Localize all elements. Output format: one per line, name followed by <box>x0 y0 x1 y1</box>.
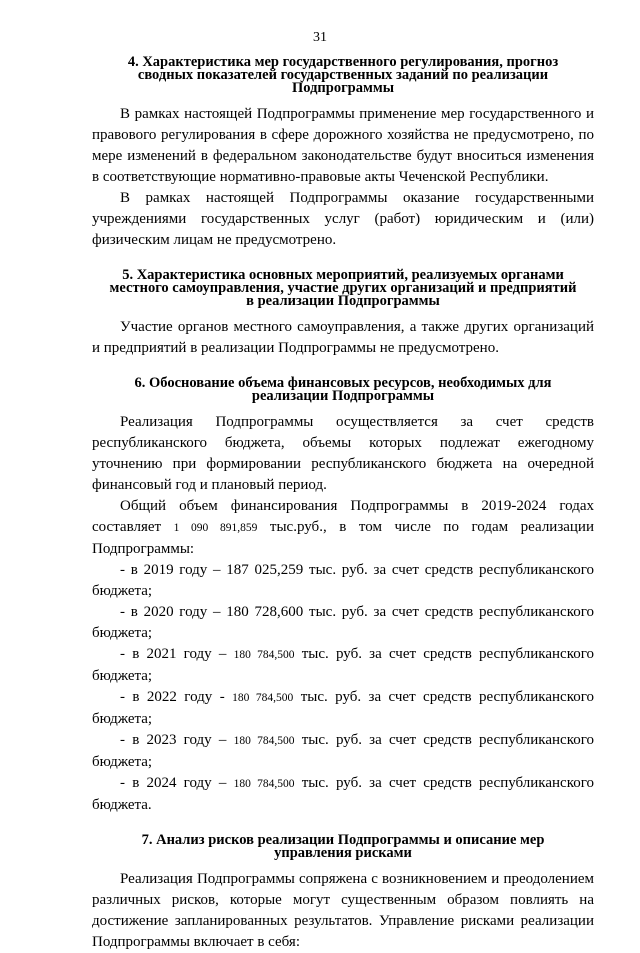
year-suffix: тыс. руб. за счет средств республиканского бюджета; <box>92 562 595 599</box>
heading-line: 5. Характеристика основных мероприятий, реализуемых органами <box>122 267 564 283</box>
heading-line: 4. Характеристика мер государственного регулирования, прогноз <box>127 54 559 70</box>
heading-line: управления рисками <box>274 845 412 861</box>
total-text-before: Общий объем финансирования Подпрограммы в 2019-2024 годах составляет <box>92 498 594 535</box>
year-label: в 2024 году – <box>125 775 234 791</box>
dash-marker: - <box>120 562 125 578</box>
document-body <box>92 56 594 953</box>
heading-line: сводных показателей государственных заданий по реализации <box>137 67 549 83</box>
page-number: 31 <box>313 30 327 45</box>
heading-line: Подпрограммы <box>291 80 395 96</box>
year-amount: 180 728,600 <box>226 604 304 620</box>
heading-line: в реализации Подпрограммы <box>246 293 440 309</box>
list-item <box>92 602 594 644</box>
year-label: в 2019 году – <box>125 562 227 578</box>
year-suffix: тыс. руб. за счет средств республиканского бюджета; <box>92 604 595 641</box>
heading-line: 7. Анализ рисков реализации Подпрограммы и описание мер <box>141 832 545 848</box>
dash-marker: - <box>120 775 125 791</box>
section-7-heading <box>92 834 594 860</box>
dash-marker: - <box>120 604 125 620</box>
year-label: в 2022 году - <box>125 689 233 705</box>
year-amount: 187 025,259 <box>226 562 304 578</box>
dash-marker: - <box>120 646 125 662</box>
year-suffix: тыс. руб. за счет средств республиканского бюджета; <box>92 646 595 684</box>
section-5-heading <box>92 269 594 308</box>
paragraph: Реализация Подпрограммы осуществляется за счет средств республиканского бюджета, объемы которых подлежат ежегодному уточнению при формировании республиканского бюджета на очередной финансовый год и плановый период. <box>92 414 594 493</box>
list-item <box>92 773 594 816</box>
year-label: в 2020 году – <box>125 604 227 620</box>
list-item <box>92 560 594 602</box>
heading-line: реализации Подпрограммы <box>251 388 435 404</box>
section-4-heading <box>92 56 594 95</box>
year-suffix: тыс. руб. за счет средств республиканского бюджета. <box>92 775 595 813</box>
year-amount: 180 784,500 <box>233 778 295 790</box>
paragraph: В рамках настоящей Подпрограммы применение мер государственного и правового регулирования в сфере дорожного хозяйства не предусмотрено, по мере изменений в федеральном законодательстве будут вноситься изменения в соответствующие нормативно-правовые акты Чеченской Республики. <box>92 106 594 185</box>
dash-marker: - <box>120 689 125 705</box>
dash-marker: - <box>120 732 125 748</box>
section-6-heading <box>92 377 594 403</box>
yearly-financing-list <box>92 560 594 816</box>
total-text-after: тыс.руб., в том числе по годам реализации Подпрограммы: <box>92 519 594 557</box>
year-label: в 2023 году – <box>125 732 234 748</box>
year-amount: 180 784,500 <box>233 649 295 661</box>
year-amount: 180 784,500 <box>233 735 295 747</box>
year-suffix: тыс. руб. за счет средств республиканского бюджета; <box>92 732 595 770</box>
paragraph: Участие органов местного самоуправления, а также других организаций и предприятий в реализации Подпрограммы не предусмотрено. <box>92 319 594 356</box>
year-amount: 180 784,500 <box>232 692 294 704</box>
total-amount: 1 090 891,859 <box>173 522 258 534</box>
year-suffix: тыс. руб. за счет средств республиканского бюджета; <box>92 689 595 727</box>
list-item <box>92 644 594 687</box>
year-label: в 2021 году – <box>125 646 234 662</box>
total-financing-paragraph <box>92 496 594 560</box>
heading-line: местного самоуправления, участие других организаций и предприятий <box>109 280 577 296</box>
paragraph: В рамках настоящей Подпрограммы оказание государственными учреждениями государственных услуг (работ) юридическим и (или) физическим лицам не предусмотрено. <box>92 190 594 248</box>
list-item <box>92 687 594 730</box>
heading-line: 6. Обоснование объема финансовых ресурсов, необходимых для <box>134 375 552 391</box>
list-item <box>92 730 594 773</box>
paragraph: Реализация Подпрограммы сопряжена с возникновением и преодолением различных рисков, которые могут существенным образом повлиять на достижение запланированных результатов. Управление рисками реализации Подпрограммы включает в себя: <box>92 871 594 950</box>
